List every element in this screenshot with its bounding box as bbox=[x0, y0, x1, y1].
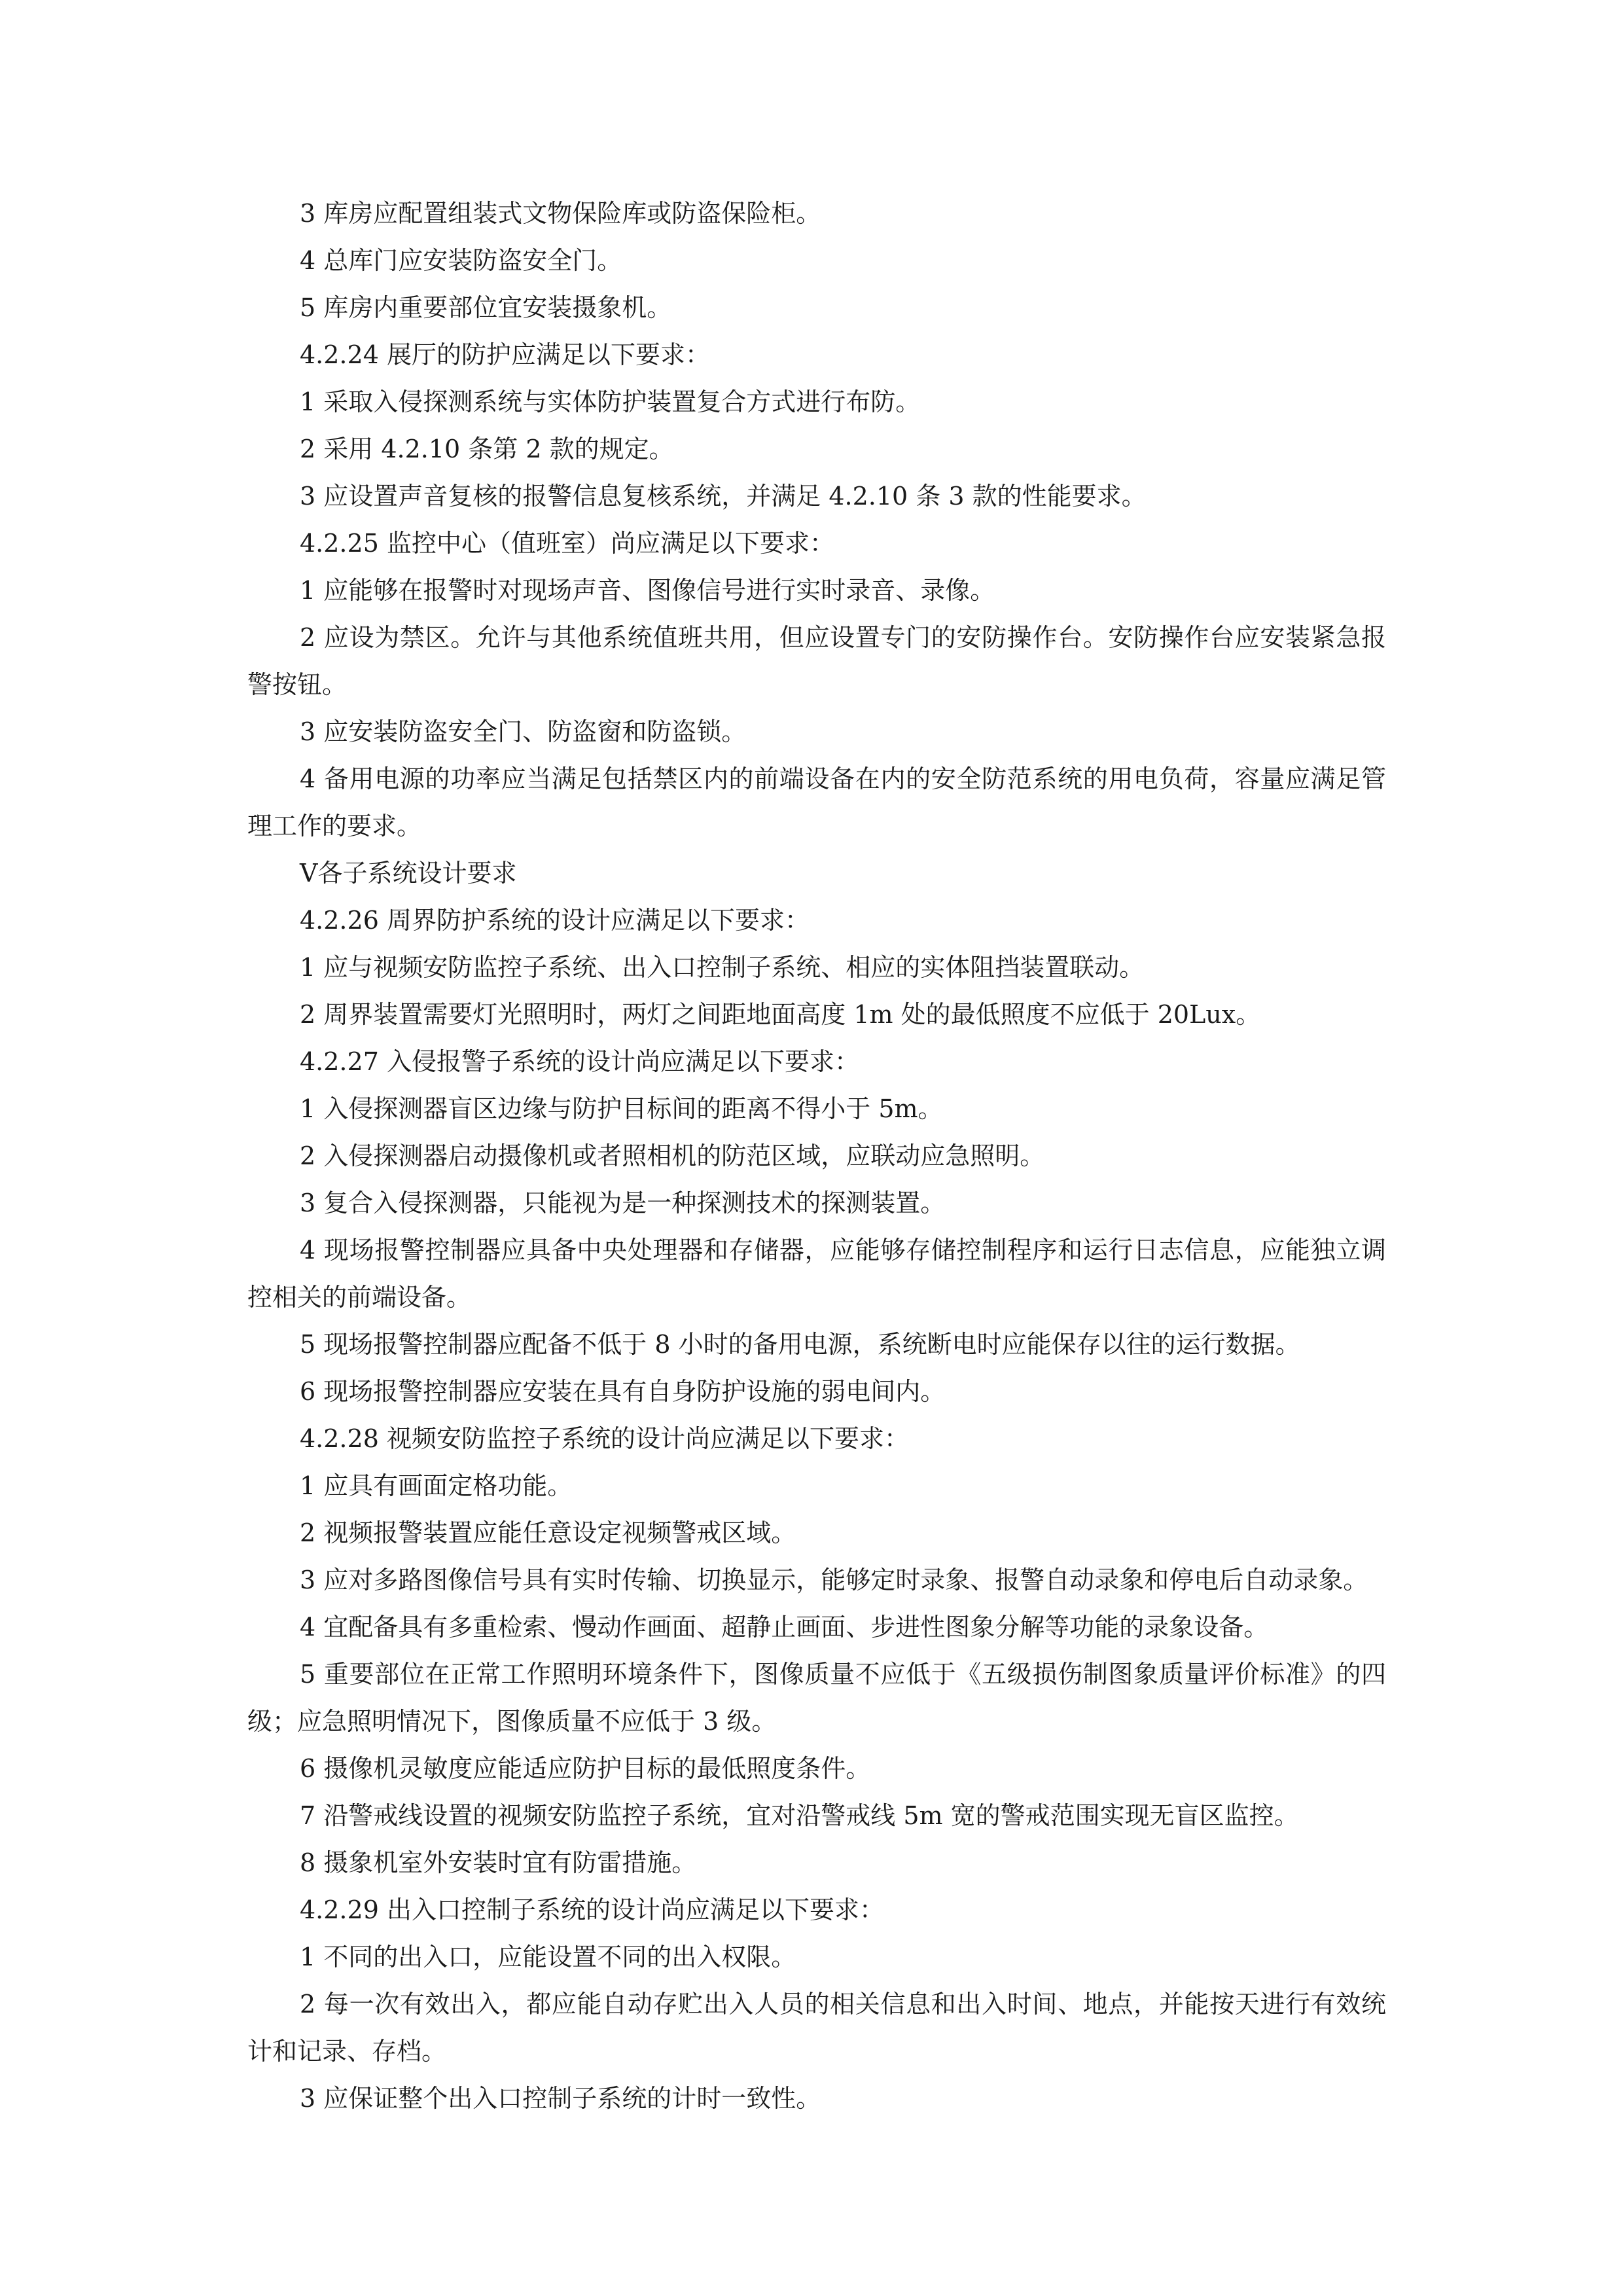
paragraph: 1 应具有画面定格功能。 bbox=[300, 1471, 573, 1500]
paragraph: 1 采取入侵探测系统与实体防护装置复合方式进行布防。 bbox=[300, 387, 921, 416]
section-heading: 4.2.26 周界防护系统的设计应满足以下要求： bbox=[300, 906, 810, 935]
paragraph: 1 不同的出入口，应能设置不同的出入权限。 bbox=[300, 1943, 796, 1971]
paragraph: 5 现场报警控制器应配备不低于 8 小时的备用电源，系统断电时应能保存以往的运行数据。 bbox=[300, 1330, 1300, 1359]
paragraph: 3 应保证整个出入口控制子系统的计时一致性。 bbox=[300, 2084, 821, 2113]
paragraph: 2 视频报警装置应能任意设定视频警戒区域。 bbox=[300, 1518, 796, 1547]
paragraph: 3 库房应配置组装式文物保险库或防盗保险柜。 bbox=[300, 199, 821, 228]
paragraph: 1 应与视频安防监控子系统、出入口控制子系统、相应的实体阻挡装置联动。 bbox=[300, 953, 1145, 982]
paragraph: 3 应设置声音复核的报警信息复核系统，并满足 4.2.10 条 3 款的性能要求。 bbox=[300, 482, 1147, 511]
paragraph: 2 入侵探测器启动摄像机或者照相机的防范区域，应联动应急照明。 bbox=[300, 1141, 1045, 1170]
paragraph: 6 现场报警控制器应安装在具有自身防护设施的弱电间内。 bbox=[300, 1377, 946, 1406]
paragraph: 2 采用 4.2.10 条第 2 款的规定。 bbox=[300, 435, 674, 463]
section-heading: 4.2.28 视频安防监控子系统的设计尚应满足以下要求： bbox=[300, 1424, 909, 1453]
paragraph: 5 重要部位在正常工作照明环境条件下，图像质量不应低于《五级损伤制图象质量评价标准》的四级；应急照明情况下，图像质量不应低于 3 级。 bbox=[247, 1660, 1386, 1736]
paragraph: 1 应能够在报警时对现场声音、图像信号进行实时录音、录像。 bbox=[300, 576, 995, 605]
paragraph: 2 应设为禁区。允许与其他系统值班共用，但应设置专门的安防操作台。安防操作台应安装紧急报警按钮。 bbox=[247, 623, 1386, 699]
paragraph: 8 摄象机室外安装时宜有防雷措施。 bbox=[300, 1848, 697, 1877]
paragraph: 7 沿警戒线设置的视频安防监控子系统，宜对沿警戒线 5m 宽的警戒范围实现无盲区监控。 bbox=[300, 1801, 1299, 1830]
paragraph: 2 周界装置需要灯光照明时，两灯之间距地面高度 1m 处的最低照度不应低于 20Lux。 bbox=[300, 1000, 1261, 1029]
paragraph: 3 应对多路图像信号具有实时传输、切换显示，能够定时录象、报警自动录象和停电后自动录象。 bbox=[300, 1566, 1368, 1594]
paragraph: 2 每一次有效出入，都应能自动存贮出入人员的相关信息和出入时间、地点，并能按天进行有效统计和记录、存档。 bbox=[247, 1990, 1386, 2066]
paragraph: 5 库房内重要部位宜安装摄象机。 bbox=[300, 293, 672, 322]
paragraph: 4 现场报警控制器应具备中央处理器和存储器，应能够存储控制程序和运行日志信息，应能独立调控相关的前端设备。 bbox=[247, 1236, 1386, 1312]
paragraph: 3 应安装防盗安全门、防盗窗和防盗锁。 bbox=[300, 717, 747, 746]
chapter-heading: Ⅴ各子系统设计要求 bbox=[300, 859, 517, 888]
paragraph: 1 入侵探测器盲区边缘与防护目标间的距离不得小于 5m。 bbox=[300, 1094, 943, 1123]
section-heading: 4.2.27 入侵报警子系统的设计尚应满足以下要求： bbox=[300, 1047, 859, 1076]
paragraph: 4 备用电源的功率应当满足包括禁区内的前端设备在内的安全防范系统的用电负荷，容量应满足管理工作的要求。 bbox=[247, 764, 1386, 840]
document-body bbox=[247, 190, 1386, 2122]
paragraph: 4 总库门应安装防盗安全门。 bbox=[300, 246, 622, 275]
paragraph: 6 摄像机灵敏度应能适应防护目标的最低照度条件。 bbox=[300, 1754, 871, 1783]
paragraph: 3 复合入侵探测器，只能视为是一种探测技术的探测装置。 bbox=[300, 1189, 946, 1217]
paragraph: 4 宜配备具有多重检索、慢动作画面、超静止画面、步进性图象分解等功能的录象设备。 bbox=[300, 1613, 1269, 1641]
section-heading: 4.2.25 监控中心（值班室）尚应满足以下要求： bbox=[300, 529, 834, 558]
section-heading: 4.2.24 展厅的防护应满足以下要求： bbox=[300, 340, 710, 369]
section-heading: 4.2.29 出入口控制子系统的设计尚应满足以下要求： bbox=[300, 1895, 884, 1924]
